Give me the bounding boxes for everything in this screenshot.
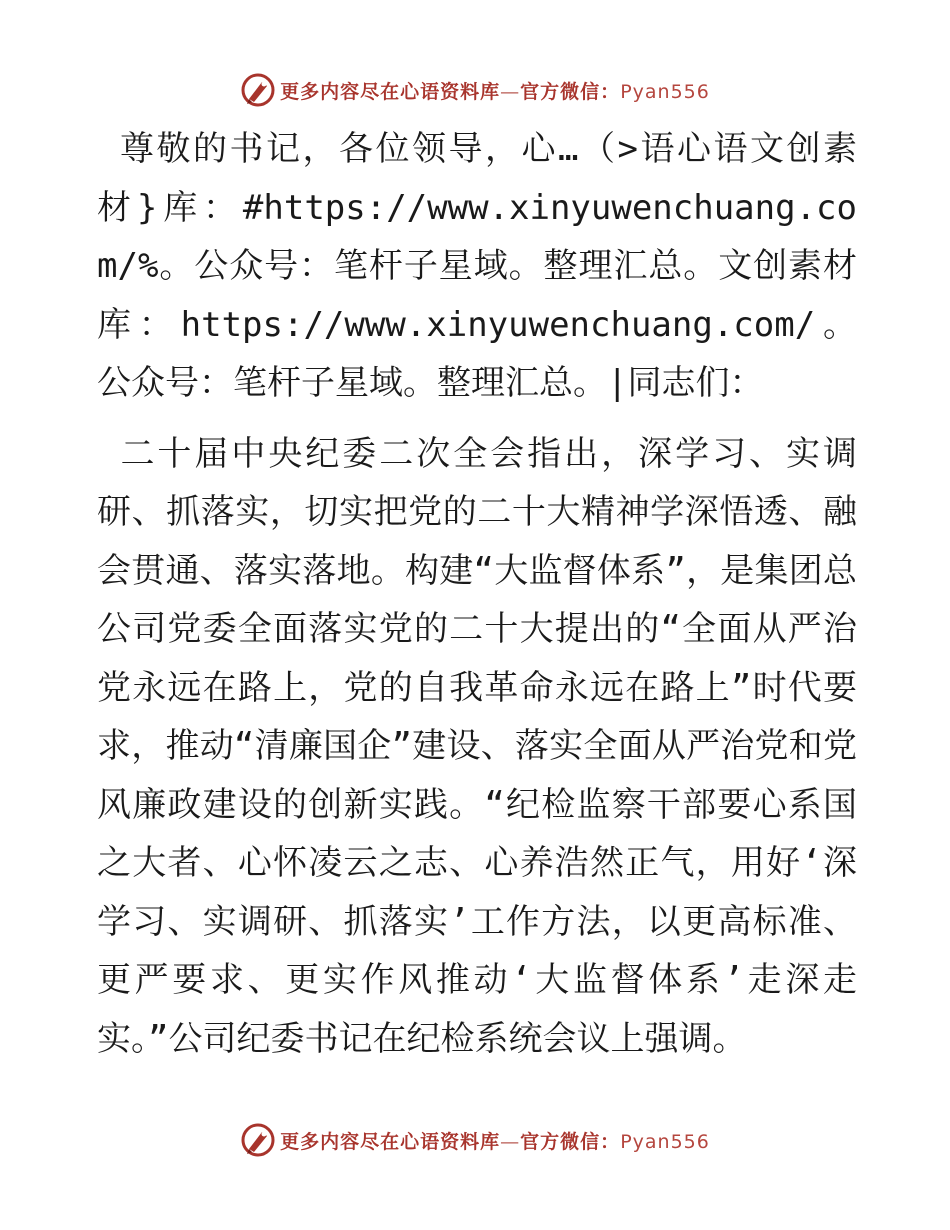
pen-logo-icon: [240, 1122, 276, 1158]
footer-brand: 更多内容尽在心语资料库: [280, 1130, 501, 1153]
header-wechat-label: 官方微信：: [520, 80, 621, 103]
header-dash: —: [500, 80, 521, 103]
document-body: [97, 120, 857, 1068]
header-wechat-id: Pyan556: [620, 80, 710, 103]
header-banner-text: [280, 77, 710, 104]
header-banner: [0, 70, 950, 110]
footer-dash: —: [500, 1130, 521, 1153]
paragraph-greeting: 尊敬的书记，各位领导，心…（>语心语文创素材}库：#https://www.xinyuwenchuang.com/%。公众号：笔杆子星域。整理汇总。文创素材库：https://www.xinyuwenchuang.com/。公众号：笔杆子星域。整理汇总。|同志们：: [97, 129, 857, 403]
header-brand: 更多内容尽在心语资料库: [280, 80, 501, 103]
paragraph-main: 二十届中央纪委二次全会指出，深学习、实调研、抓落实，切实把党的二十大精神学深悟透、融会贯通、落实落地。构建“大监督体系”，是集团总公司党委全面落实党的二十大提出的“全面从严治党永远在路上，党的自我革命永远在路上”时代要求，推动“清廉国企”建设、落实全面从严治党和党风廉政建设的创新实践。“纪检监察干部要心系国之大者、心怀凌云之志、心养浩然正气，用好‘深学习、实调研、抓落实’工作方法，以更高标准、更严要求、更实作风推动‘大监督体系’走深走实。”公司纪委书记在纪检系统会议上强调。: [97, 433, 857, 1059]
footer-wechat-label: 官方微信：: [520, 1130, 621, 1153]
footer-banner-text: [280, 1127, 710, 1154]
footer-banner: [0, 1120, 950, 1160]
footer-wechat-id: Pyan556: [620, 1130, 710, 1153]
pen-logo-icon: [240, 72, 276, 108]
